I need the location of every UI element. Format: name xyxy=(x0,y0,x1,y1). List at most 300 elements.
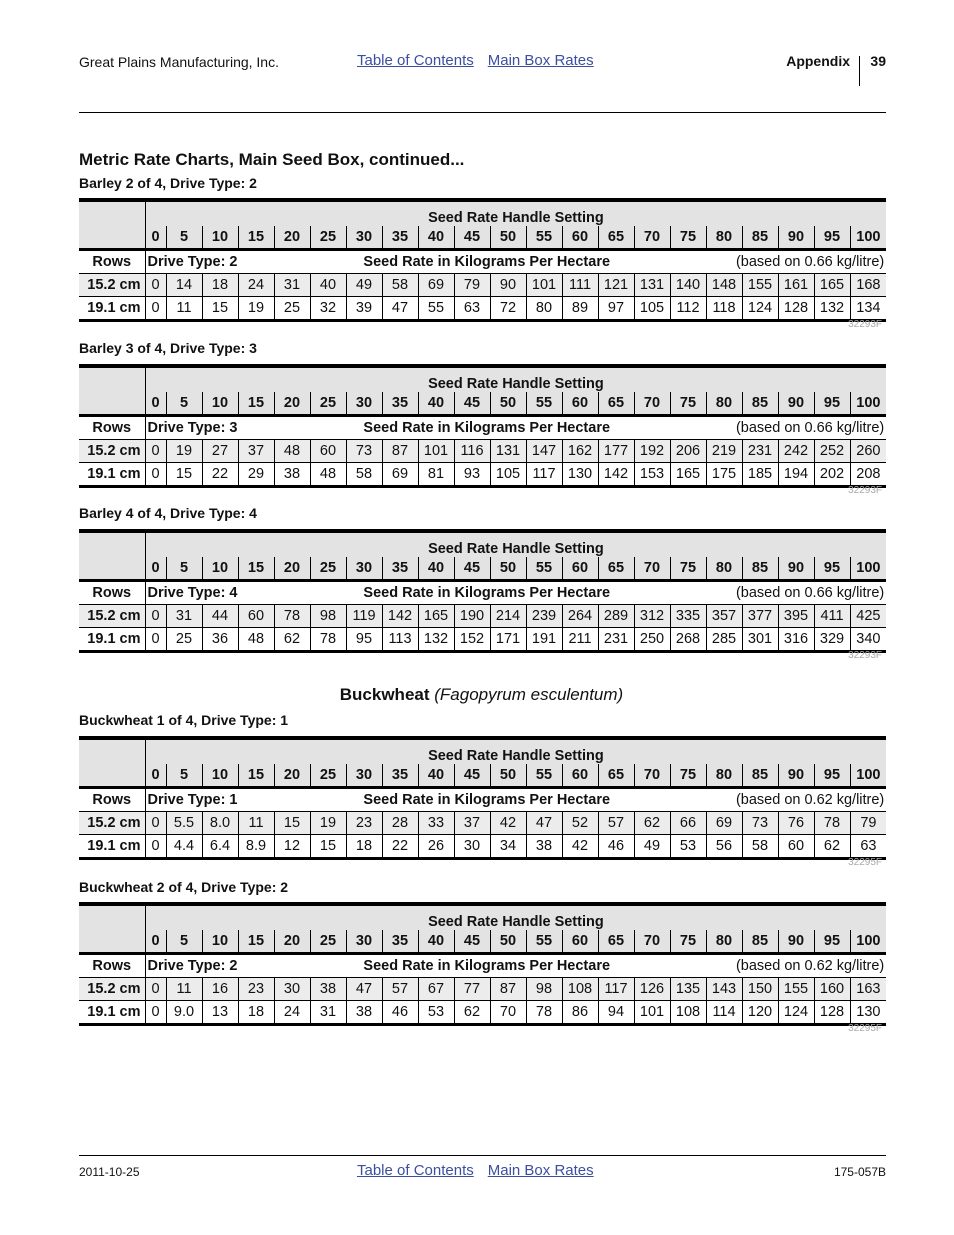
header-corner xyxy=(79,226,145,250)
rate-cell: 8.9 xyxy=(238,835,274,859)
rate-basis: (based on 0.66 kg/litre) xyxy=(735,420,885,436)
rate-cell: 126 xyxy=(634,978,670,1001)
rate-cell: 214 xyxy=(490,605,526,628)
handle-setting-cell: 95 xyxy=(814,557,850,581)
handle-setting-cell: 75 xyxy=(670,226,706,250)
rate-cell: 130 xyxy=(562,463,598,487)
row-spacing-label: 15.2 cm xyxy=(79,440,145,463)
rate-cell: 26 xyxy=(418,835,454,859)
rate-cell: 46 xyxy=(598,835,634,859)
company-name: Great Plains Manufacturing, Inc. xyxy=(79,54,279,70)
rate-cell: 268 xyxy=(670,628,706,652)
rate-cell: 40 xyxy=(310,274,346,297)
rate-cell: 49 xyxy=(346,274,382,297)
handle-setting-cell: 30 xyxy=(346,930,382,954)
rate-cell: 231 xyxy=(598,628,634,652)
rate-cell: 52 xyxy=(562,812,598,835)
rate-cell: 37 xyxy=(454,812,490,835)
rows-label: Rows xyxy=(79,416,145,440)
row-spacing-label: 15.2 cm xyxy=(79,812,145,835)
handle-setting-cell: 90 xyxy=(778,557,814,581)
section-name: Appendix xyxy=(786,53,850,69)
rate-cell: 53 xyxy=(670,835,706,859)
rate-table xyxy=(79,902,886,1026)
rate-cell: 48 xyxy=(238,628,274,652)
handle-setting-cell: 0 xyxy=(145,226,166,250)
rate-cell: 0 xyxy=(145,274,166,297)
handle-setting-cell: 10 xyxy=(202,764,238,788)
rate-cell: 14 xyxy=(166,274,202,297)
rows-label: Rows xyxy=(79,954,145,978)
handle-setting-cell: 50 xyxy=(490,557,526,581)
rate-cell: 31 xyxy=(166,605,202,628)
rate-cell: 69 xyxy=(706,812,742,835)
rate-cell: 73 xyxy=(742,812,778,835)
rate-cell: 31 xyxy=(274,274,310,297)
rate-cell: 285 xyxy=(706,628,742,652)
handle-setting-cell: 30 xyxy=(346,226,382,250)
rate-cell: 18 xyxy=(202,274,238,297)
rate-cell: 252 xyxy=(814,440,850,463)
rate-cell: 39 xyxy=(346,297,382,321)
handle-setting-cell: 55 xyxy=(526,392,562,416)
handle-setting-cell: 70 xyxy=(634,764,670,788)
table-row xyxy=(79,835,886,859)
handle-setting-cell: 100 xyxy=(850,392,886,416)
rate-cell: 0 xyxy=(145,605,166,628)
rate-cell: 23 xyxy=(346,812,382,835)
rate-table xyxy=(79,736,886,860)
handle-setting-cell: 95 xyxy=(814,392,850,416)
header-corner xyxy=(79,200,145,226)
handle-setting-cell: 20 xyxy=(274,557,310,581)
rate-cell: 11 xyxy=(238,812,274,835)
rate-cell: 44 xyxy=(202,605,238,628)
figure-number: 32293F xyxy=(848,650,882,661)
drive-type: Drive Type: 4 xyxy=(147,585,238,601)
rate-cell: 191 xyxy=(526,628,562,652)
main-box-rates-link[interactable]: Main Box Rates xyxy=(487,52,594,69)
rate-info-row xyxy=(145,250,886,274)
rate-cell: 98 xyxy=(310,605,346,628)
rate-cell: 316 xyxy=(778,628,814,652)
handle-setting-cell: 35 xyxy=(382,930,418,954)
rate-cell: 79 xyxy=(850,812,886,835)
handle-setting-cell: 40 xyxy=(418,557,454,581)
rate-cell: 128 xyxy=(778,297,814,321)
handle-setting-cell: 50 xyxy=(490,226,526,250)
rate-cell: 33 xyxy=(418,812,454,835)
handle-setting-cell: 60 xyxy=(562,930,598,954)
handle-setting-title: Seed Rate Handle Setting xyxy=(145,366,886,392)
rate-cell: 47 xyxy=(526,812,562,835)
rate-cell: 69 xyxy=(418,274,454,297)
rate-info-row xyxy=(145,954,886,978)
handle-setting-cell: 85 xyxy=(742,226,778,250)
rate-cell: 161 xyxy=(778,274,814,297)
rate-cell: 38 xyxy=(274,463,310,487)
handle-setting-cell: 100 xyxy=(850,930,886,954)
rate-cell: 22 xyxy=(202,463,238,487)
rate-cell: 15 xyxy=(202,297,238,321)
table-title: Barley 4 of 4, Drive Type: 4 xyxy=(79,505,257,521)
rate-cell: 78 xyxy=(526,1001,562,1025)
handle-setting-cell: 55 xyxy=(526,930,562,954)
rate-cell: 86 xyxy=(562,1001,598,1025)
handle-setting-cell: 0 xyxy=(145,392,166,416)
rate-cell: 78 xyxy=(814,812,850,835)
handle-setting-cell: 25 xyxy=(310,557,346,581)
rate-cell: 411 xyxy=(814,605,850,628)
row-spacing-label: 15.2 cm xyxy=(79,605,145,628)
handle-setting-cell: 25 xyxy=(310,226,346,250)
handle-setting-cell: 60 xyxy=(562,764,598,788)
document-number: 175-057B xyxy=(833,1165,886,1179)
handle-setting-cell: 15 xyxy=(238,764,274,788)
rate-cell: 113 xyxy=(382,628,418,652)
rate-cell: 69 xyxy=(382,463,418,487)
rate-cell: 70 xyxy=(490,1001,526,1025)
rate-cell: 97 xyxy=(598,297,634,321)
rate-cell: 119 xyxy=(346,605,382,628)
handle-setting-cell: 10 xyxy=(202,930,238,954)
rate-cell: 121 xyxy=(598,274,634,297)
rate-cell: 94 xyxy=(598,1001,634,1025)
rate-cell: 117 xyxy=(526,463,562,487)
rate-cell: 231 xyxy=(742,440,778,463)
table-row xyxy=(79,274,886,297)
page-title: Metric Rate Charts, Main Seed Box, continued... xyxy=(79,150,465,169)
handle-setting-cell: 75 xyxy=(670,764,706,788)
rate-cell: 425 xyxy=(850,605,886,628)
handle-setting-cell: 75 xyxy=(670,557,706,581)
crop-name: Buckwheat xyxy=(339,685,430,704)
rate-cell: 55 xyxy=(418,297,454,321)
rate-cell: 148 xyxy=(706,274,742,297)
drive-type: Drive Type: 3 xyxy=(147,420,238,436)
handle-setting-cell: 100 xyxy=(850,557,886,581)
handle-setting-cell: 40 xyxy=(418,930,454,954)
table-row xyxy=(79,440,886,463)
rate-cell: 155 xyxy=(742,274,778,297)
rate-cell: 67 xyxy=(418,978,454,1001)
table-title: Barley 3 of 4, Drive Type: 3 xyxy=(79,340,257,356)
rate-cell: 114 xyxy=(706,1001,742,1025)
rate-cell: 57 xyxy=(598,812,634,835)
rate-cell: 335 xyxy=(670,605,706,628)
rate-cell: 80 xyxy=(526,297,562,321)
handle-setting-cell: 5 xyxy=(166,764,202,788)
rate-cell: 36 xyxy=(202,628,238,652)
handle-setting-cell: 20 xyxy=(274,392,310,416)
rate-info-row xyxy=(145,416,886,440)
rate-cell: 48 xyxy=(274,440,310,463)
handle-setting-cell: 100 xyxy=(850,764,886,788)
rate-cell: 78 xyxy=(274,605,310,628)
rate-cell: 312 xyxy=(634,605,670,628)
rate-cell: 143 xyxy=(706,978,742,1001)
rate-cell: 42 xyxy=(490,812,526,835)
rate-cell: 46 xyxy=(382,1001,418,1025)
handle-setting-cell: 70 xyxy=(634,392,670,416)
handle-setting-cell: 25 xyxy=(310,930,346,954)
rate-cell: 301 xyxy=(742,628,778,652)
rows-label: Rows xyxy=(79,788,145,812)
handle-setting-cell: 0 xyxy=(145,764,166,788)
header-corner xyxy=(79,764,145,788)
table-title: Buckwheat 1 of 4, Drive Type: 1 xyxy=(79,712,289,728)
rate-cell: 142 xyxy=(382,605,418,628)
handle-setting-cell: 15 xyxy=(238,392,274,416)
header-corner xyxy=(79,392,145,416)
rate-cell: 31 xyxy=(310,1001,346,1025)
rate-table xyxy=(79,364,886,488)
rate-title: Seed Rate in Kilograms Per Hectare xyxy=(363,958,611,974)
rate-cell: 177 xyxy=(598,440,634,463)
rate-cell: 120 xyxy=(742,1001,778,1025)
rate-cell: 28 xyxy=(382,812,418,835)
rate-cell: 185 xyxy=(742,463,778,487)
table-row xyxy=(79,463,886,487)
rate-cell: 357 xyxy=(706,605,742,628)
handle-setting-cell: 0 xyxy=(145,930,166,954)
handle-setting-cell: 30 xyxy=(346,557,382,581)
rate-cell: 131 xyxy=(634,274,670,297)
rate-cell: 239 xyxy=(526,605,562,628)
rate-cell: 194 xyxy=(778,463,814,487)
rows-label: Rows xyxy=(79,250,145,274)
rate-cell: 101 xyxy=(418,440,454,463)
rate-cell: 0 xyxy=(145,297,166,321)
rate-cell: 76 xyxy=(778,812,814,835)
rate-cell: 329 xyxy=(814,628,850,652)
header-rule xyxy=(79,112,886,113)
rate-cell: 89 xyxy=(562,297,598,321)
handle-setting-cell: 85 xyxy=(742,764,778,788)
rate-cell: 117 xyxy=(598,978,634,1001)
rate-cell: 38 xyxy=(346,1001,382,1025)
rate-cell: 16 xyxy=(202,978,238,1001)
rate-cell: 11 xyxy=(166,978,202,1001)
figure-number: 32295F xyxy=(848,857,882,868)
rate-cell: 6.4 xyxy=(202,835,238,859)
rate-cell: 49 xyxy=(634,835,670,859)
rate-cell: 131 xyxy=(490,440,526,463)
rate-cell: 24 xyxy=(238,274,274,297)
handle-setting-cell: 65 xyxy=(598,226,634,250)
rate-cell: 242 xyxy=(778,440,814,463)
rate-cell: 19 xyxy=(166,440,202,463)
handle-setting-cell: 85 xyxy=(742,392,778,416)
handle-setting-cell: 55 xyxy=(526,557,562,581)
rate-cell: 47 xyxy=(346,978,382,1001)
rate-cell: 163 xyxy=(850,978,886,1001)
table-title: Buckwheat 2 of 4, Drive Type: 2 xyxy=(79,879,289,895)
table-row xyxy=(79,812,886,835)
header-corner xyxy=(79,738,145,764)
handle-setting-title: Seed Rate Handle Setting xyxy=(145,200,886,226)
handle-setting-cell: 80 xyxy=(706,764,742,788)
handle-setting-cell: 85 xyxy=(742,557,778,581)
handle-setting-cell: 40 xyxy=(418,392,454,416)
header-corner xyxy=(79,930,145,954)
rate-cell: 63 xyxy=(454,297,490,321)
handle-setting-cell: 40 xyxy=(418,226,454,250)
toc-link[interactable]: Table of Contents xyxy=(357,52,474,69)
handle-setting-cell: 65 xyxy=(598,557,634,581)
rate-cell: 78 xyxy=(310,628,346,652)
rate-cell: 250 xyxy=(634,628,670,652)
rate-table xyxy=(79,529,886,653)
handle-setting-cell: 10 xyxy=(202,392,238,416)
header-corner xyxy=(79,531,145,557)
rate-cell: 38 xyxy=(526,835,562,859)
handle-setting-cell: 90 xyxy=(778,930,814,954)
rate-cell: 130 xyxy=(850,1001,886,1025)
header-links xyxy=(357,52,608,69)
rate-cell: 53 xyxy=(418,1001,454,1025)
rate-cell: 48 xyxy=(310,463,346,487)
figure-number: 32293F xyxy=(848,319,882,330)
rate-cell: 79 xyxy=(454,274,490,297)
handle-setting-cell: 35 xyxy=(382,764,418,788)
rate-cell: 90 xyxy=(490,274,526,297)
row-spacing-label: 15.2 cm xyxy=(79,978,145,1001)
rate-cell: 289 xyxy=(598,605,634,628)
handle-setting-cell: 0 xyxy=(145,557,166,581)
rate-basis: (based on 0.62 kg/litre) xyxy=(735,792,885,808)
handle-setting-cell: 20 xyxy=(274,764,310,788)
rate-cell: 175 xyxy=(706,463,742,487)
rate-cell: 260 xyxy=(850,440,886,463)
rate-cell: 150 xyxy=(742,978,778,1001)
footer-rule xyxy=(79,1155,886,1156)
rate-cell: 105 xyxy=(490,463,526,487)
handle-setting-cell: 55 xyxy=(526,764,562,788)
rate-cell: 147 xyxy=(526,440,562,463)
handle-setting-cell: 40 xyxy=(418,764,454,788)
rate-cell: 60 xyxy=(310,440,346,463)
header-corner xyxy=(79,366,145,392)
handle-setting-cell: 10 xyxy=(202,226,238,250)
rate-cell: 140 xyxy=(670,274,706,297)
handle-setting-cell: 50 xyxy=(490,392,526,416)
table-row xyxy=(79,297,886,321)
rate-cell: 37 xyxy=(238,440,274,463)
rate-cell: 101 xyxy=(526,274,562,297)
rate-cell: 19 xyxy=(310,812,346,835)
handle-setting-cell: 95 xyxy=(814,930,850,954)
table-title: Barley 2 of 4, Drive Type: 2 xyxy=(79,175,257,191)
rate-cell: 95 xyxy=(346,628,382,652)
rate-cell: 98 xyxy=(526,978,562,1001)
handle-setting-cell: 15 xyxy=(238,930,274,954)
handle-setting-cell: 60 xyxy=(562,226,598,250)
rate-table xyxy=(79,198,886,322)
rate-cell: 0 xyxy=(145,440,166,463)
rate-cell: 32 xyxy=(310,297,346,321)
rate-basis: (based on 0.66 kg/litre) xyxy=(735,585,885,601)
rate-cell: 66 xyxy=(670,812,706,835)
rate-cell: 153 xyxy=(634,463,670,487)
handle-setting-cell: 75 xyxy=(670,930,706,954)
rate-cell: 128 xyxy=(814,1001,850,1025)
handle-setting-cell: 95 xyxy=(814,764,850,788)
rate-cell: 30 xyxy=(274,978,310,1001)
handle-setting-cell: 60 xyxy=(562,557,598,581)
rate-cell: 340 xyxy=(850,628,886,652)
rate-cell: 34 xyxy=(490,835,526,859)
handle-setting-cell: 95 xyxy=(814,226,850,250)
rate-cell: 105 xyxy=(634,297,670,321)
handle-setting-cell: 100 xyxy=(850,226,886,250)
rate-cell: 13 xyxy=(202,1001,238,1025)
handle-setting-cell: 15 xyxy=(238,226,274,250)
main-box-rates-link[interactable]: Main Box Rates xyxy=(487,1162,594,1179)
rate-cell: 12 xyxy=(274,835,310,859)
rate-cell: 30 xyxy=(454,835,490,859)
handle-setting-cell: 60 xyxy=(562,392,598,416)
handle-setting-cell: 90 xyxy=(778,226,814,250)
rate-cell: 25 xyxy=(166,628,202,652)
rate-cell: 22 xyxy=(382,835,418,859)
rate-cell: 56 xyxy=(706,835,742,859)
handle-setting-cell: 35 xyxy=(382,226,418,250)
handle-setting-cell: 5 xyxy=(166,392,202,416)
rate-cell: 63 xyxy=(850,835,886,859)
rate-cell: 219 xyxy=(706,440,742,463)
header-corner xyxy=(79,557,145,581)
handle-setting-cell: 50 xyxy=(490,930,526,954)
rate-cell: 25 xyxy=(274,297,310,321)
handle-setting-cell: 15 xyxy=(238,557,274,581)
rate-cell: 58 xyxy=(382,274,418,297)
rate-cell: 15 xyxy=(274,812,310,835)
row-spacing-label: 19.1 cm xyxy=(79,297,145,321)
handle-setting-cell: 70 xyxy=(634,930,670,954)
footer-date: 2011-10-25 xyxy=(79,1165,140,1179)
rate-cell: 190 xyxy=(454,605,490,628)
rate-cell: 0 xyxy=(145,978,166,1001)
rate-info-row xyxy=(145,581,886,605)
figure-number: 32293F xyxy=(848,485,882,496)
handle-setting-title: Seed Rate Handle Setting xyxy=(145,531,886,557)
rate-cell: 202 xyxy=(814,463,850,487)
footer-links xyxy=(357,1162,608,1179)
handle-setting-cell: 10 xyxy=(202,557,238,581)
rate-title: Seed Rate in Kilograms Per Hectare xyxy=(363,585,611,601)
rate-cell: 171 xyxy=(490,628,526,652)
rate-cell: 112 xyxy=(670,297,706,321)
rate-cell: 108 xyxy=(670,1001,706,1025)
rate-cell: 192 xyxy=(634,440,670,463)
rate-cell: 142 xyxy=(598,463,634,487)
toc-link[interactable]: Table of Contents xyxy=(357,1162,474,1179)
header-corner xyxy=(79,904,145,930)
header-divider xyxy=(859,56,860,86)
rows-label: Rows xyxy=(79,581,145,605)
rate-cell: 165 xyxy=(814,274,850,297)
handle-setting-cell: 85 xyxy=(742,930,778,954)
rate-cell: 9.0 xyxy=(166,1001,202,1025)
rate-cell: 62 xyxy=(274,628,310,652)
table-row xyxy=(79,1001,886,1025)
rate-cell: 18 xyxy=(238,1001,274,1025)
rate-cell: 38 xyxy=(310,978,346,1001)
table-row xyxy=(79,628,886,652)
handle-setting-cell: 75 xyxy=(670,392,706,416)
handle-setting-cell: 90 xyxy=(778,392,814,416)
